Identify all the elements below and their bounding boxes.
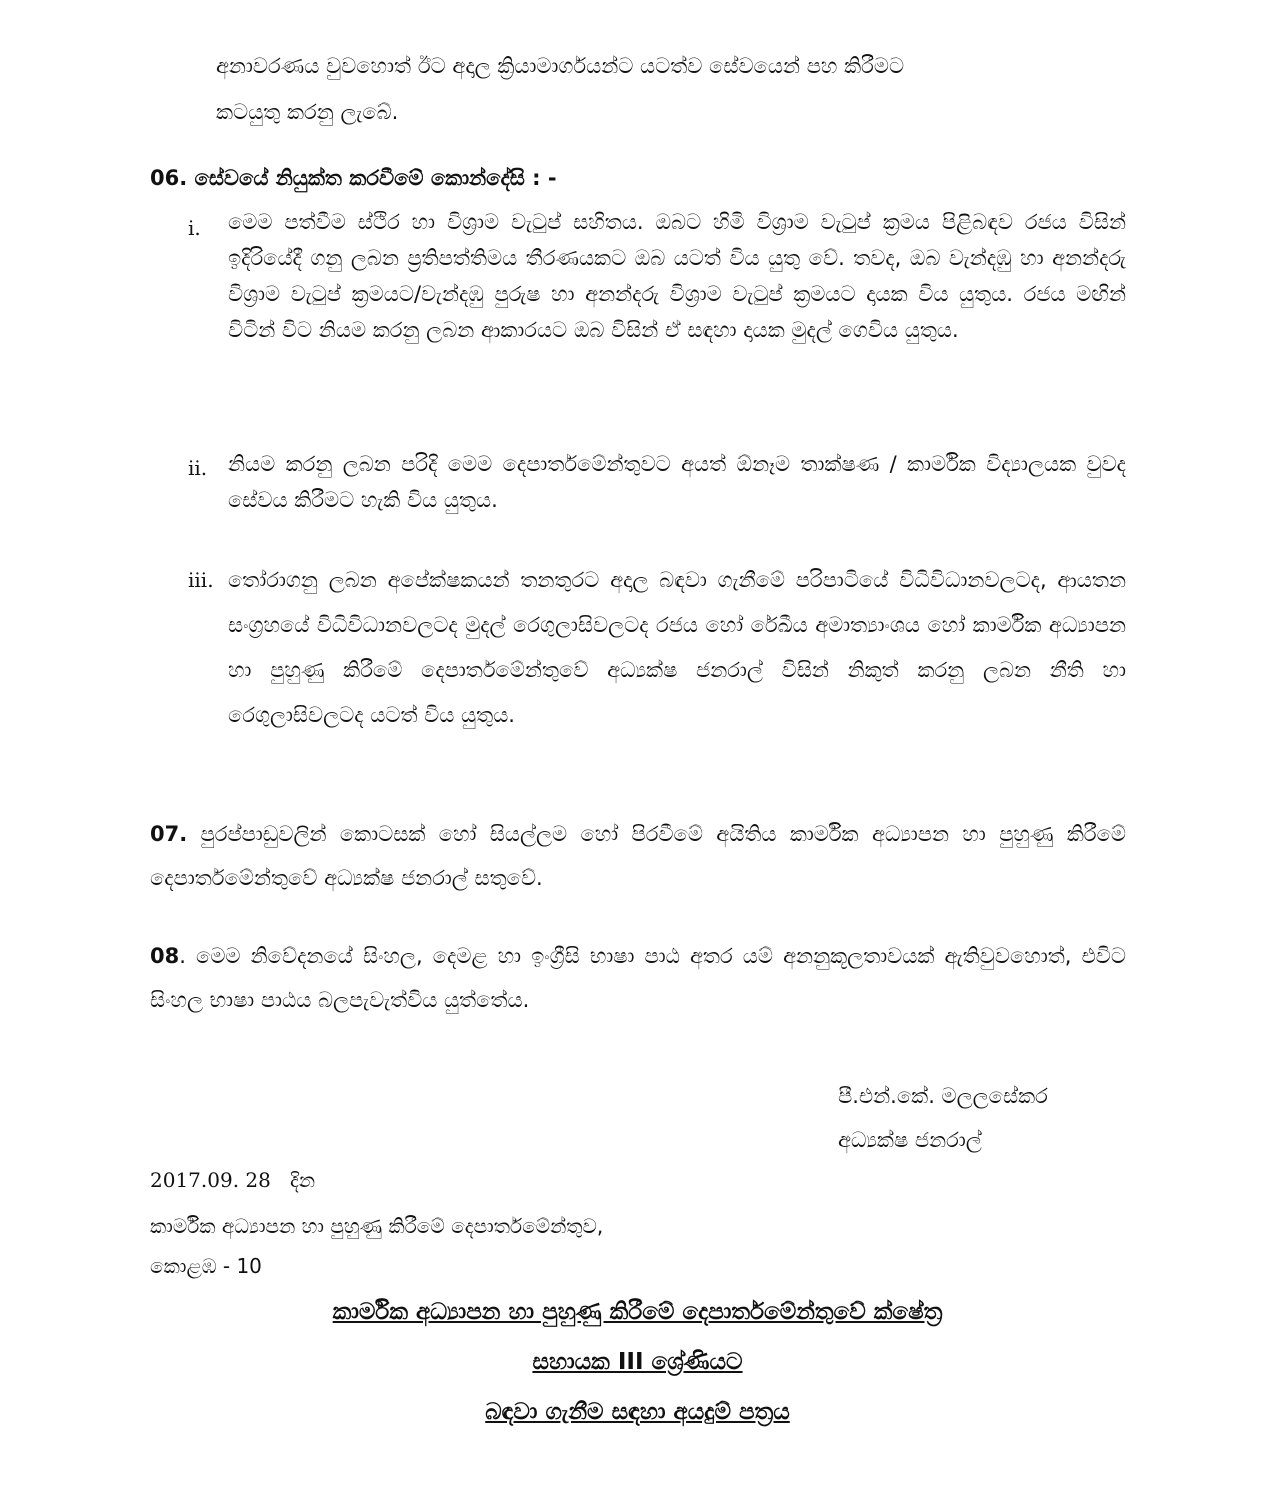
section-06-heading — [150, 160, 1130, 196]
form-title-line-1: කාර්මික අධ්‍යාපන හා පුහුණු කිරීමේ දෙපාර්තමේන්තුවේ ක්ෂේත්‍ර — [332, 1299, 943, 1325]
section-07-text: පුරප්පාඩුවලින් කොටසක් හෝ සියල්ලම හෝ පිරවීමේ අයිතිය කාර්මික අධ්‍යාපන හා පුහුණු කිරීමේ දෙපාර්තමේන්තුවේ අධ්‍යක්ෂ ජනරාල් සතුවේ. — [150, 822, 1126, 890]
section-06-number: 06. — [150, 166, 188, 190]
item-iii-marker: iii. — [188, 568, 214, 592]
section-08-text: . මෙම නිවේදනයේ සිංහල, දෙමළ හා ඉංග්‍රීසි භාෂා පාඨ අතර යම් අනනුකූලතාවයක් ඇතිවුවහොත්, එවිට සිංහල භාෂා පාඨය බලපැවැත්විය යුත්තේය. — [150, 944, 1126, 1012]
item-i-text: මෙම පත්වීම ස්ථිර හා විශ්‍රාම වැටුප් සහිතය. ඔබට හිමි විශ්‍රාම වැටුප් ක්‍රමය පිළිබඳව රජය විසින් ඉදිරියේදී ගනු ලබන ප්‍රතිපත්තිමය තීරණයකට ඔබ යටත් විය යුතු වේ. තවද, ඔබ වැන්දඹු හා අනන්දරු විශ්‍රාම වැටුප් ක්‍රමයට/වැන්දඹු පුරුෂ හා අනන්දරු විශ්‍රාම වැටුප් ක්‍රමයට දායක විය යුතුය. රජය මඟින් විටින් විට නියම කරනු ලබන ආකාරයට ඔබ විසින් ඒ සඳහා දායක මුදල් ගෙවිය යුතුය. — [228, 210, 1126, 342]
form-title-line-3: බඳවා ගැනීම සඳහා අයදුම් පත්‍රය — [485, 1399, 790, 1425]
section-06-title: සේවයේ නියුක්ත කරවීමේ කොන්දේසි : - — [194, 166, 557, 190]
form-title-line-2: සහායක III ශ්‍රේණියට — [532, 1349, 743, 1375]
section-07-number: 07. — [150, 822, 188, 846]
intro-line-1: අනාවරණය වුවහොත් ඊට අදාල ක්‍රියාමාර්ගයන්ට යටත්ව සේවයෙන් පහ කිරීමට — [216, 54, 905, 78]
signature-designation: අධ්‍යක්ෂ ජනරාල් — [838, 1128, 982, 1152]
footer-department: කාර්මික අධ්‍යාපන හා පුහුණු කිරීමේ දෙපාර්තමේන්තුව, — [150, 1214, 604, 1238]
item-iii-text: තෝරාගනු ලබන අපේක්ෂකයන් තනතුරට අදාල බඳවා ගැනීමේ පරිපාටියේ විධිවිධානවලටද, ආයතන සංග්‍රහයේ විධිවිධානවලටද මුදල් රෙගුලාසිවලටද රජය හෝ රේඛීය අමාත්‍යාංශය හෝ කාර්මික අධ්‍යාපන හා පුහුණු කිරීමේ දෙපාර්තමේන්තුවේ අධ්‍යක්ෂ ජනරාල් විසින් නිකුත් කරනු ලබන නීති හා රෙගුලාසිවලටද යටත් විය යුතුය. — [228, 568, 1126, 727]
footer-city: කොළඹ - 10 — [150, 1254, 262, 1278]
section-08-number: 08 — [150, 944, 180, 968]
item-i-marker: i. — [188, 216, 201, 240]
section-08 — [150, 934, 1126, 1022]
signature-name: පී.එන්.කේ. මලලසේකර — [838, 1084, 1048, 1108]
footer-date: 2017.09. 28 — [150, 1168, 271, 1192]
footer-date-suffix: දින — [289, 1168, 316, 1192]
item-ii-marker: ii. — [188, 456, 208, 480]
item-ii-text: නියම කරනු ලබන පරිදි මෙම දෙපාර්තමේන්තුවට අයත් ඕනෑම තාක්ෂණ / කාර්මික විද්‍යාලයක වුවද සේවය කිරීමට හැකි විය යුතුය. — [228, 452, 1126, 512]
footer-date-line — [150, 1164, 315, 1196]
intro-line-2: කටයුතු කරනු ලැබේ. — [216, 100, 399, 124]
section-07 — [150, 812, 1126, 900]
